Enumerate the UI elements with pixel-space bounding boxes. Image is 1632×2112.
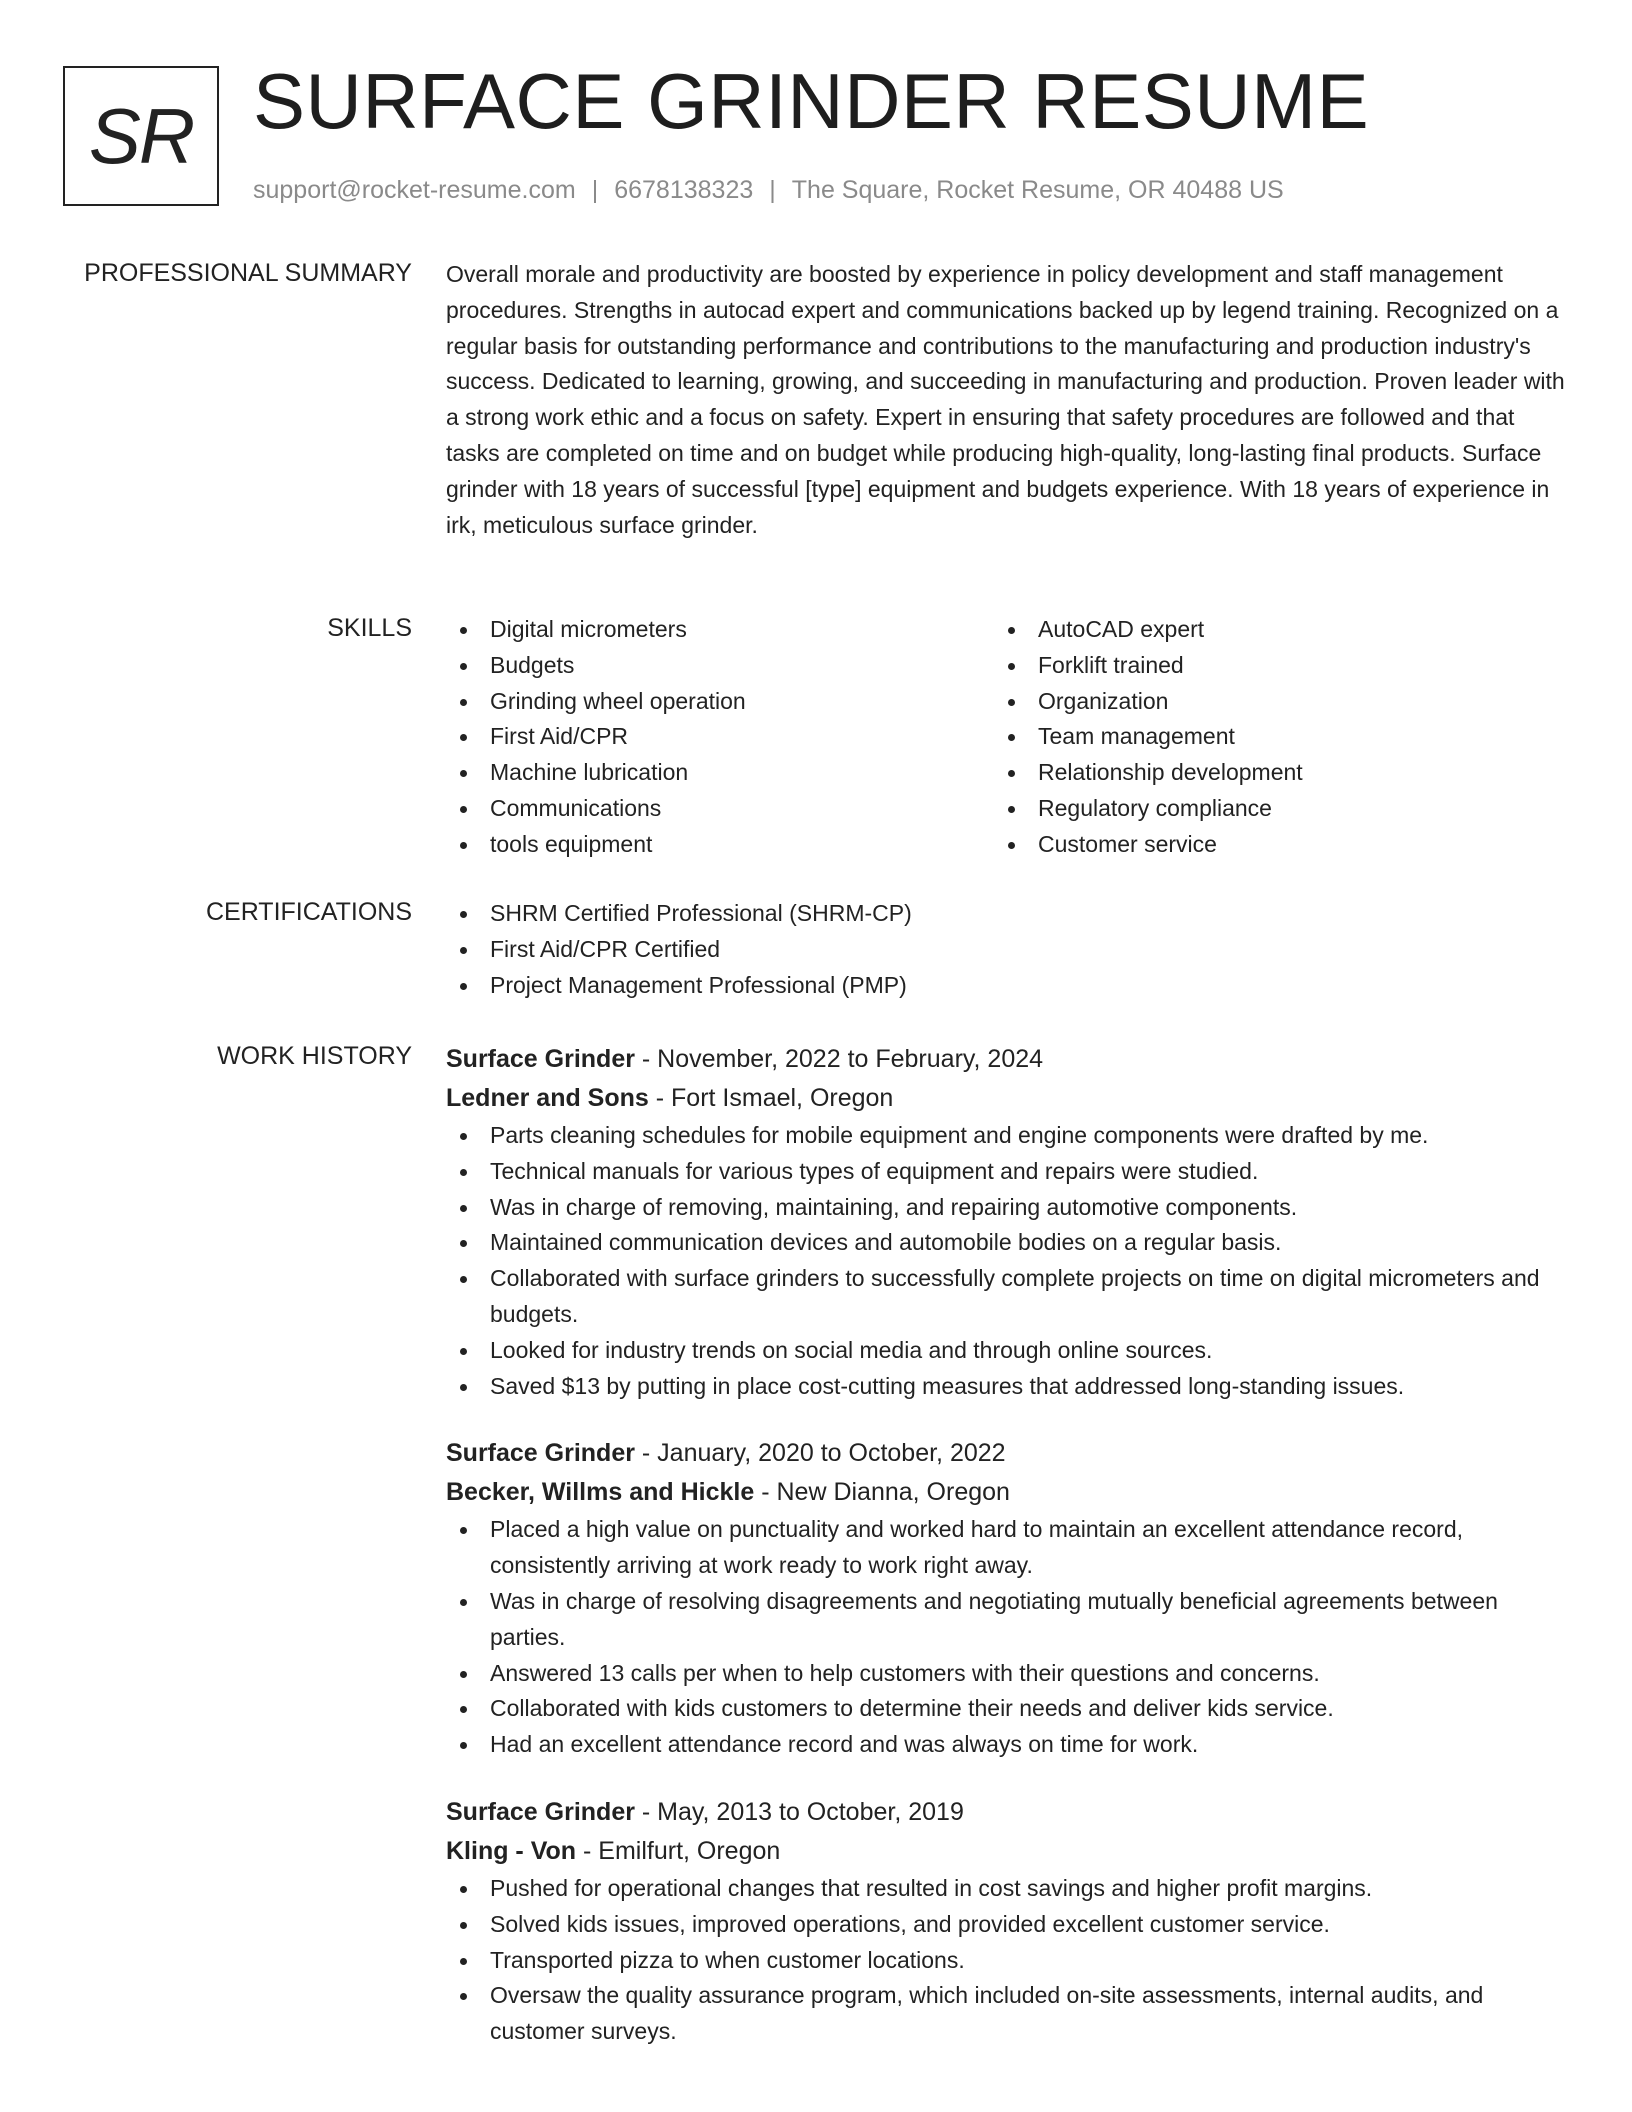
job-location: - Fort Ismael, Oregon: [648, 1084, 894, 1112]
summary-content: [446, 257, 1566, 543]
job-bullet: Placed a high value on punctuality and worked hard to maintain an excellent attendance record, consistently arriving at work ready to work right away.: [446, 1512, 1566, 1584]
certifications-list: [446, 896, 1566, 1003]
job-entry: [446, 1040, 1566, 1404]
job-bullet: Transported pizza to when customer locations.: [446, 1943, 1566, 1979]
job-bullet: Collaborated with kids customers to determine their needs and deliver kids service.: [446, 1691, 1566, 1727]
skill-item: First Aid/CPR: [446, 719, 994, 755]
job-bullet: Was in charge of resolving disagreements and negotiating mutually beneficial agreements between parties.: [446, 1584, 1566, 1656]
job-bullets: [446, 1871, 1566, 2050]
summary-text: Overall morale and productivity are boosted by experience in policy development and staff management procedures. Strengths in autocad expert and communications backed up by legend training. Recognized on a regular basis for outstanding performance and contributions to the manufacturing and production industry's success. Dedicated to learning, growing, and succeeding in manufacturing and production. Proven leader with a strong work ethic and a focus on safety. Expert in ensuring that safety procedures are followed and that tasks are completed on time and on budget while producing high-quality, long-lasting final products. Surface grinder with 18 years of successful [type] equipment and budgets experience. With 18 years of experience in irk, meticulous surface grinder.: [446, 261, 1565, 538]
certifications-heading: CERTIFICATIONS: [205, 898, 412, 926]
job-bullets: [446, 1512, 1566, 1763]
resume-title: SURFACE GRINDER RESUME: [253, 57, 1370, 145]
job-bullets: [446, 1118, 1566, 1404]
job-company: Kling - Von: [446, 1836, 577, 1865]
skill-item: Communications: [446, 791, 994, 827]
job-bullet: Pushed for operational changes that resulted in cost savings and higher profit margins.: [446, 1871, 1566, 1907]
certification-item: Project Management Professional (PMP): [446, 968, 1566, 1004]
skill-item: Team management: [994, 719, 1542, 755]
skill-item: AutoCAD expert: [994, 612, 1542, 648]
certification-item: SHRM Certified Professional (SHRM-CP): [446, 896, 1566, 932]
skill-item: tools equipment: [446, 827, 994, 863]
job-header: [446, 1434, 1566, 1473]
job-bullet: Oversaw the quality assurance program, which included on-site assessments, internal audits, and customer surveys.: [446, 1978, 1566, 2050]
skill-item: Regulatory compliance: [994, 791, 1542, 827]
skill-item: Machine lubrication: [446, 755, 994, 791]
certification-item: First Aid/CPR Certified: [446, 932, 1566, 968]
job-bullet: Saved $13 by putting in place cost-cutting measures that addressed long-standing issues.: [446, 1369, 1566, 1405]
skills-content: [446, 612, 1566, 863]
contact-email[interactable]: support@rocket-resume.com: [253, 176, 576, 204]
summary-heading: PROFESSIONAL SUMMARY: [84, 259, 412, 287]
job-company: Becker, Willms and Hickle: [446, 1478, 755, 1507]
skills-list-left: [446, 612, 994, 863]
skill-item: Organization: [994, 684, 1542, 720]
skill-item: Customer service: [994, 827, 1542, 863]
skills-list-right: [994, 612, 1542, 863]
skill-item: Digital micrometers: [446, 612, 994, 648]
job-bullet: Solved kids issues, improved operations, and provided excellent customer service.: [446, 1907, 1566, 1943]
job-bullet: Had an excellent attendance record and was always on time for work.: [446, 1727, 1566, 1763]
skill-item: Grinding wheel operation: [446, 684, 994, 720]
job-entry: [446, 1434, 1566, 1763]
skill-item: Forklift trained: [994, 648, 1542, 684]
job-header: [446, 1040, 1566, 1079]
job-company: Ledner and Sons: [446, 1084, 649, 1112]
skill-item: Relationship development: [994, 755, 1542, 791]
job-title: Surface Grinder: [446, 1045, 635, 1073]
job-location: - Emilfurt, Oregon: [576, 1836, 781, 1865]
job-title: Surface Grinder: [446, 1797, 635, 1826]
contact-address: The Square, Rocket Resume, OR 40488 US: [791, 176, 1284, 204]
job-title: Surface Grinder: [446, 1439, 635, 1468]
skills-heading: SKILLS: [327, 614, 412, 642]
job-bullet: Collaborated with surface grinders to successfully complete projects on time on digital micrometers and budgets.: [446, 1261, 1566, 1333]
job-dates: - January, 2020 to October, 2022: [634, 1439, 1006, 1468]
contact-separator: |: [769, 176, 776, 204]
contact-phone[interactable]: 6678138323: [614, 176, 754, 204]
work-history-content: [446, 1040, 1566, 2050]
certifications-content: [446, 896, 1566, 1003]
job-bullet: Looked for industry trends on social media and through online sources.: [446, 1333, 1566, 1369]
job-bullet: Maintained communication devices and automobile bodies on a regular basis.: [446, 1225, 1566, 1261]
contact-separator: |: [591, 176, 599, 204]
job-employer: [446, 1473, 1566, 1512]
job-location: - New Dianna, Oregon: [754, 1478, 1010, 1507]
job-employer: [446, 1079, 1566, 1118]
work-history-heading: WORK HISTORY: [217, 1042, 412, 1070]
job-entry: [446, 1793, 1566, 2050]
job-employer: [446, 1832, 1566, 1871]
contact-line: [253, 174, 1284, 206]
job-dates: - November, 2022 to February, 2024: [634, 1045, 1044, 1073]
job-bullet: Answered 13 calls per when to help customers with their questions and concerns.: [446, 1656, 1566, 1692]
job-header: [446, 1793, 1566, 1832]
job-bullet: Technical manuals for various types of equipment and repairs were studied.: [446, 1154, 1566, 1190]
job-bullet: Was in charge of removing, maintaining, and repairing automotive components.: [446, 1190, 1566, 1226]
job-dates: - May, 2013 to October, 2019: [634, 1797, 964, 1826]
skill-item: Budgets: [446, 648, 994, 684]
monogram: SR: [63, 66, 219, 206]
job-bullet: Parts cleaning schedules for mobile equipment and engine components were drafted by me.: [446, 1118, 1566, 1154]
